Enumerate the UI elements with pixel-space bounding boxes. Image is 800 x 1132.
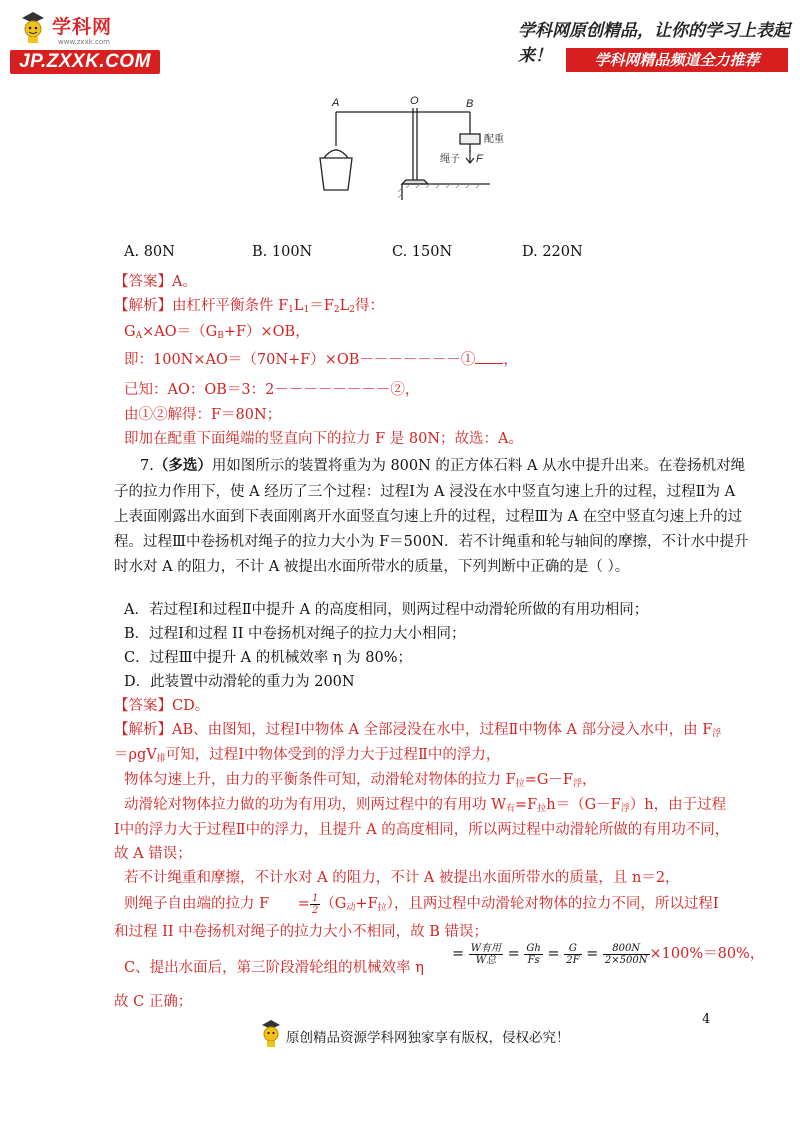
q6-analysis-tag: 【解析】 bbox=[114, 298, 172, 314]
footer-mascot-icon bbox=[260, 1018, 282, 1048]
q7-stem-line-2: 子的拉力作用下，使 A 经历了三个过程：过程Ⅰ为 A 浸没在水中竖直匀速上升的过程，过程Ⅱ为 A bbox=[114, 484, 736, 500]
fraction-w: $\frac{\text{W有用}}{\text{W总}}$ bbox=[470, 942, 502, 966]
header-slogan: 学科网原创精品，让你的学习上表起来！ bbox=[518, 21, 790, 66]
label-f: F bbox=[476, 153, 483, 165]
q7-analysis-line-6: 故 A 错误； bbox=[114, 846, 192, 862]
q6-line-substitute: 即：100N×AO＝（70N+F）×OB－－－－－－－① ， bbox=[124, 352, 518, 368]
q7-answer-tag: 【答案】 bbox=[114, 698, 172, 714]
q7-analysis-line-5: Ⅰ中的浮力大于过程Ⅱ中的浮力，且提升 A 的高度相同，所以两过程中动滑轮所做的有用功不同， bbox=[114, 822, 730, 838]
force-arrow-icon bbox=[466, 150, 474, 163]
q6-line-balance: $G_A\times AO=(G_B+F)\times OB$， bbox=[124, 324, 310, 341]
lever-diagram bbox=[310, 90, 530, 200]
q7-stem-line-3: 上表面刚露出水面到下表面刚离开水面竖直匀速上升的过程，过程Ⅲ为 A 在空中竖直匀速上升的过 bbox=[114, 509, 743, 525]
q7-analysis-line-8: 则绳子自由端的拉力 F = $\frac{1}{2}$ $(G_动+F_拉)$，且两过程中动滑轮对物体的拉力不同，所以过程Ⅰ bbox=[124, 892, 719, 916]
label-b: B bbox=[466, 98, 474, 110]
q6-option-b: B. 100N bbox=[252, 244, 313, 260]
q7-analysis-tag: 【解析】 bbox=[114, 722, 172, 738]
q7-analysis-line-2: ＝ρgV$_排$可知，过程Ⅰ中物体受到的浮力大于过程Ⅱ中的浮力， bbox=[114, 747, 501, 764]
q7-stem-line-4: 程。过程Ⅲ中卷扬机对绳子的拉力大小为 F＝500N．若不计绳重和轮与轴间的摩擦，不计水中提升 bbox=[114, 534, 749, 550]
logo-mascot-icon bbox=[18, 10, 48, 44]
q6-analysis-intro: 【解析】由杠杆平衡条件 $F_1L_1=F_2L_2$得： bbox=[114, 298, 384, 315]
fraction-gh: $\frac{Gh}{Fs}$ bbox=[526, 942, 541, 966]
q7-option-d: D．此装置中动滑轮的重力为 200N bbox=[124, 674, 355, 690]
footer-copyright: 原创精品资源学科网独家享有版权，侵权必究！ bbox=[286, 1030, 570, 1046]
q7-analysis-line-9: 和过程 II 中卷扬机对绳子的拉力大小不相同，故 B 错误； bbox=[114, 924, 489, 940]
q7-stem-line-1: 7.（多选）用如图所示的装置将重为为 800N 的正方体石料 A 从水中提升出来。在卷扬机对绳 bbox=[140, 457, 746, 474]
q6-line-solve: 由①②解得：F＝80N； bbox=[124, 407, 282, 423]
fraction-values: $\frac{800N}{2\times 500N}$ bbox=[604, 942, 648, 966]
page-number: 4 bbox=[702, 1012, 711, 1027]
q6-line-known: 已知：AO：OB＝3：2－－－－－－－－②， bbox=[124, 382, 420, 398]
q6-line-conclude: 即加在配重下面绳端的竖直向下的拉力 F 是 80N；故选：A。 bbox=[124, 431, 523, 447]
label-rope: 绳子 bbox=[440, 154, 460, 165]
q7-option-b: B．过程Ⅰ和过程 II 中卷扬机对绳子的拉力大小相同； bbox=[124, 626, 466, 642]
q7-stem-line-5: 时水对 A 的阻力，不计 A 被提出水面所带水的质量，下列判断中正确的是（ ）。 bbox=[114, 559, 630, 575]
q6-answer-value: A。 bbox=[172, 274, 197, 290]
header bbox=[0, 0, 800, 80]
q7-analysis-line-10: C、提出水面后，第三阶段滑轮组的机械效率 η bbox=[124, 960, 424, 976]
q7-answer-value: CD。 bbox=[172, 698, 210, 714]
q7-analysis-line-4: 动滑轮对物体拉力做的功为有用功，则两过程中的有用功 $W_有=F_拉h=(G-F_浮)h$，由于过程 bbox=[124, 797, 727, 814]
half-fraction: $\frac{1}{2}$ bbox=[311, 892, 319, 916]
header-channel: 学科网精品频道全力推荐 bbox=[566, 48, 788, 72]
q6-answer-tag: 【答案】 bbox=[114, 274, 172, 290]
fraction-g: $\frac{G}{2F}$ bbox=[566, 942, 580, 966]
q7-option-c: C．过程Ⅲ中提升 A 的机械效率 η 为 80%； bbox=[124, 650, 413, 666]
q7-analysis-line-7: 若不计绳重和摩擦，不计水对 A 的阻力，不计 A 被提出水面所带水的质量，且 n＝2， bbox=[124, 870, 680, 886]
label-a: A bbox=[332, 97, 340, 109]
q6-option-d: D. 220N bbox=[522, 244, 583, 260]
q6-answer bbox=[114, 270, 197, 291]
q7-answer bbox=[114, 694, 209, 715]
q7-analysis-line-11: 故 C 正确； bbox=[114, 994, 193, 1010]
logo-sub: www.zxxk.com bbox=[58, 38, 110, 46]
logo-name: 学科网 bbox=[52, 16, 113, 38]
label-counterweight: 配重 bbox=[484, 134, 504, 145]
label-o: O bbox=[410, 95, 419, 107]
q7-analysis-line-3: 物体匀速上升，由力的平衡条件可知，动滑轮对物体的拉力 $F_拉=G-F_浮$， bbox=[124, 772, 597, 789]
q7-option-a: A．若过程Ⅰ和过程Ⅱ中提升 A 的高度相同，则两过程中动滑轮所做的有用功相同； bbox=[124, 602, 649, 618]
logo-url: JP.ZXXK.COM bbox=[10, 50, 160, 74]
q6-option-c: C. 150N bbox=[392, 244, 453, 260]
efficiency-formula: = $\frac{\text{W有用}}{\text{W总}}$ = $\frac{Gh}{Fs}$ = $\frac{G}{2F}$ = $\frac{800N}{2\times 500N}$ ×100%＝80%， bbox=[452, 942, 765, 966]
q7-analysis-line-1: 【解析】AB、由图知，过程Ⅰ中物体 A 全部浸没在水中，过程Ⅱ中物体 A 部分浸入水中，由 $F_浮$ bbox=[114, 722, 722, 739]
q6-option-a: A. 80N bbox=[124, 244, 175, 260]
